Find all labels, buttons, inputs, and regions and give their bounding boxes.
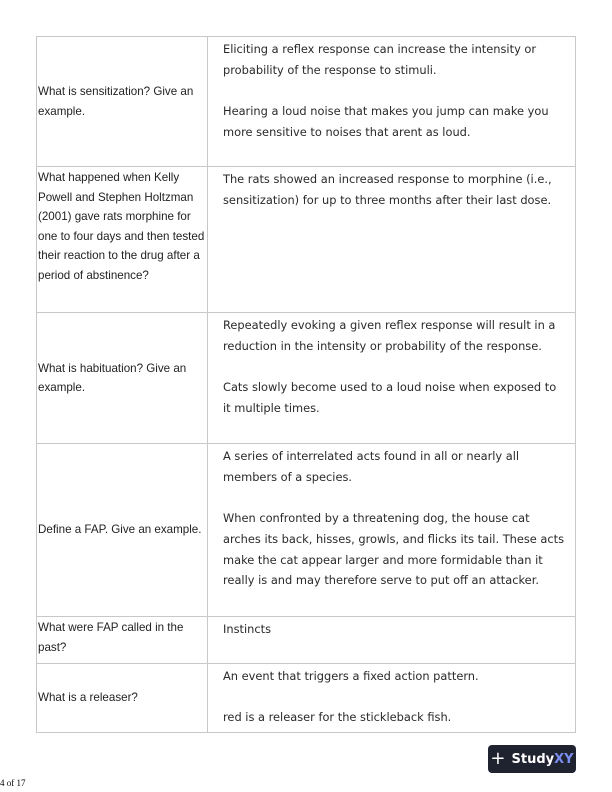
- question-cell: What is habituation? Give an example.: [37, 313, 208, 443]
- table-row: [36, 167, 576, 313]
- brand-accent: XY: [554, 751, 574, 767]
- answer-cell: [208, 313, 575, 443]
- answer-cell: [208, 37, 575, 166]
- table-row: [36, 313, 576, 444]
- answer-cell: [208, 167, 575, 312]
- answer-paragraph: Hearing a loud noise that makes you jump can make you more sensitive to noises that arent as loud.: [223, 104, 549, 139]
- question-cell: What is a releaser?: [37, 664, 208, 732]
- table-row: [36, 617, 576, 664]
- question-cell: Define a FAP. Give an example.: [37, 444, 208, 616]
- answer-cell: [208, 617, 575, 663]
- answer-paragraph: When confronted by a threatening dog, the house cat arches its back, hisses, growls, and flicks its tail. These acts make the cat appear larger and more formidable than it really is and may therefore serve to put off an attacker.: [223, 511, 565, 588]
- answer-cell: [208, 664, 575, 732]
- table-row: [36, 664, 576, 733]
- answer-paragraph: A series of interrelated acts found in all or nearly all members of a species.: [223, 449, 520, 484]
- table-row: [36, 444, 576, 617]
- plus-icon: +: [490, 748, 506, 769]
- table-row: [36, 37, 576, 167]
- answer-paragraph: red is a releaser for the stickleback fish.: [223, 710, 452, 725]
- answer-paragraph: An event that triggers a fixed action pattern.: [223, 669, 479, 683]
- answer-paragraph: Eliciting a reflex response can increase the intensity or probability of the response to stimuli.: [223, 42, 537, 77]
- answer-paragraph: Repeatedly evoking a given reflex response will result in a reduction in the intensity or probability of the response.: [223, 318, 556, 353]
- question-cell: What is sensitization? Give an example.: [37, 37, 208, 166]
- question-cell: What were FAP called in the past?: [37, 617, 208, 663]
- answer-paragraph: The rats showed an increased response to morphine (i.e., sensitization) for up to three months after their last dose.: [223, 172, 552, 207]
- page-indicator: 4 of 17: [0, 778, 26, 788]
- flashcard-table: [36, 36, 576, 733]
- question-cell: What happened when Kelly Powell and Stephen Holtzman (2001) gave rats morphine for one to four days and then tested their reaction to the drug after a period of abstinence?: [37, 167, 208, 312]
- answer-paragraph: Cats slowly become used to a loud noise when exposed to it multiple times.: [223, 380, 557, 415]
- answer-paragraph: Instincts: [223, 622, 272, 636]
- brand-name: Study: [511, 751, 555, 767]
- answer-cell: [208, 444, 575, 616]
- studyxy-logo[interactable]: [488, 745, 576, 773]
